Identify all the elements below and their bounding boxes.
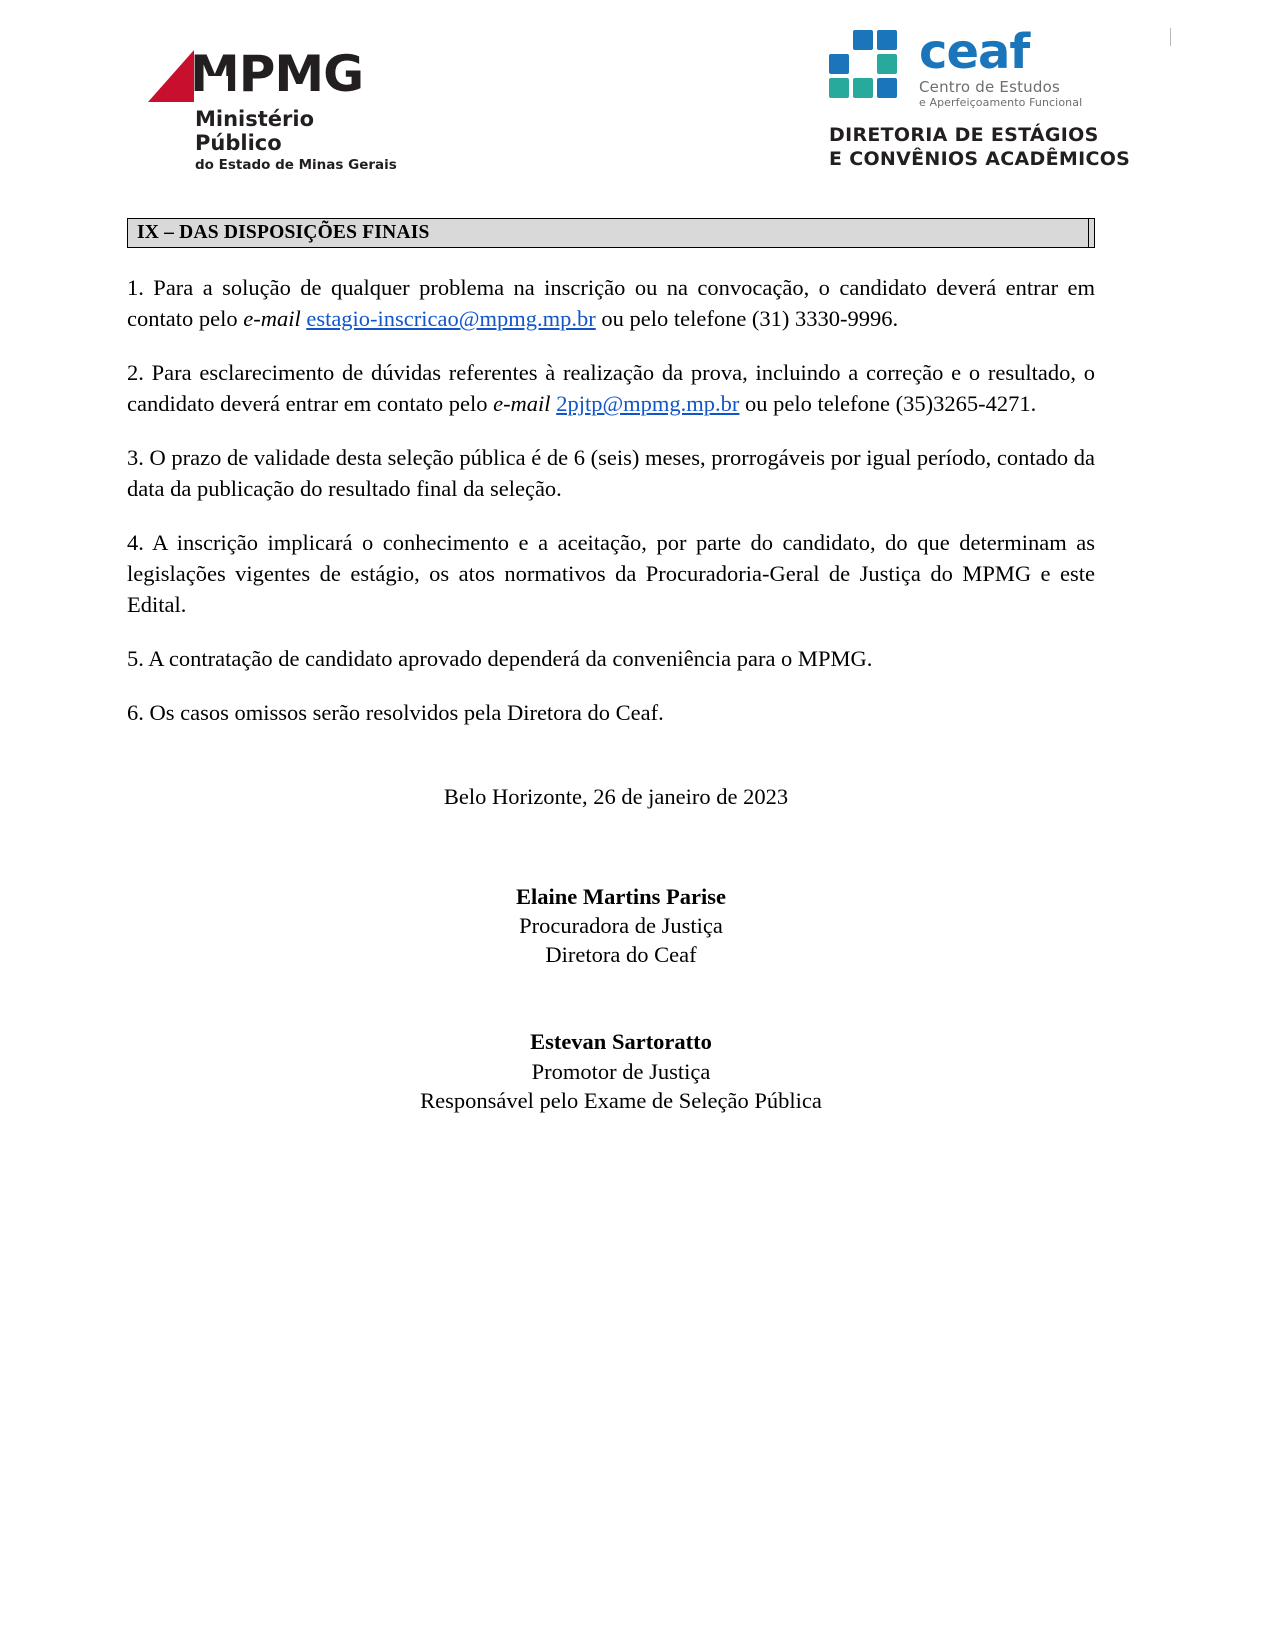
signature-block-1 [127,882,1095,970]
mpmg-logo [148,45,398,173]
ceaf-logo-line1: Centro de Estudos [919,77,1060,96]
paragraph-6: 6. Os casos omissos serão resolvidos pela Diretora do Ceaf. [127,700,664,726]
page-corner-mark [1170,28,1171,46]
signature-name-1: Elaine Martins Parise [516,883,726,909]
document-body [127,272,1095,1115]
ceaf-logo-line2: e Aperfeiçoamento Funcional [919,95,1083,109]
section-title: IX – DAS DISPOSIÇÕES FINAIS [137,222,430,243]
signature-role-1a: Procuradora de Justiça [519,912,723,938]
paragraph-1 [127,272,1095,334]
paragraph-5: 5. A contratação de candidato aprovado dependerá da conveniência para o MPMG. [127,646,873,672]
signature-role-1b: Diretora do Ceaf [545,941,697,967]
section-title-bar [127,218,1095,248]
paragraph-1-text-b: ou pelo telefone (31) 3330-9996. [595,306,899,332]
mpmg-arrow-icon [148,50,194,102]
paragraph-3: 3. O prazo de validade desta seleção pública é de 6 (seis) meses, prorrogáveis por igual período, contado da data da publicação do resultado final da seleção. [127,445,1095,502]
signature-block-2 [127,1027,1095,1115]
paragraph-1-text-a: 1. Para a solução de qualquer problema na inscrição ou na convocação, o candidato deverá entrar em contato pelo [127,275,1095,332]
paragraph-1-emphasis: e-mail [243,306,301,332]
ceaf-department-line1: DIRETORIA DE ESTÁGIOS [829,123,1099,146]
mpmg-logo-line1: Ministério Público [195,107,315,155]
paragraph-2 [127,357,1095,419]
mpmg-logo-line2: do Estado de Minas Gerais [195,157,397,173]
ceaf-acronym: ceaf [919,24,1030,80]
paragraph-2-text-b: ou pelo telefone (35)3265-4271. [739,391,1037,417]
signature-role-2b: Responsável pelo Exame de Seleção Pública [420,1087,822,1113]
email-link-2pjtp[interactable]: 2pjtp@mpmg.mp.br [556,391,740,417]
paragraph-2-emphasis: e-mail [493,391,551,417]
mpmg-acronym: MPMG [190,45,364,103]
document-header [0,0,1275,190]
email-link-estagio-inscricao[interactable]: estagio-inscricao@mpmg.mp.br [306,306,596,332]
signature-role-2a: Promotor de Justiça [531,1058,711,1084]
ceaf-logo [827,24,1157,172]
paragraph-2-text-a: 2. Para esclarecimento de dúvidas referentes à realização da prova, incluindo a correção e o resultado, o candidato deverá entrar em contato pelo [127,360,1095,417]
place-and-date: Belo Horizonte, 26 de janeiro de 2023 [443,783,789,809]
paragraph-4: 4. A inscrição implicará o conhecimento e a aceitação, por parte do candidato, do que determinam as legislações vigentes de estágio, os atos normativos da Procuradoria-Geral de Justiça do MPMG e este Edital. [127,530,1095,618]
signature-name-2: Estevan Sartoratto [530,1029,712,1055]
ceaf-blocks-icon [827,30,913,108]
ceaf-department-line2: E CONVÊNIOS ACADÊMICOS [829,148,1131,171]
